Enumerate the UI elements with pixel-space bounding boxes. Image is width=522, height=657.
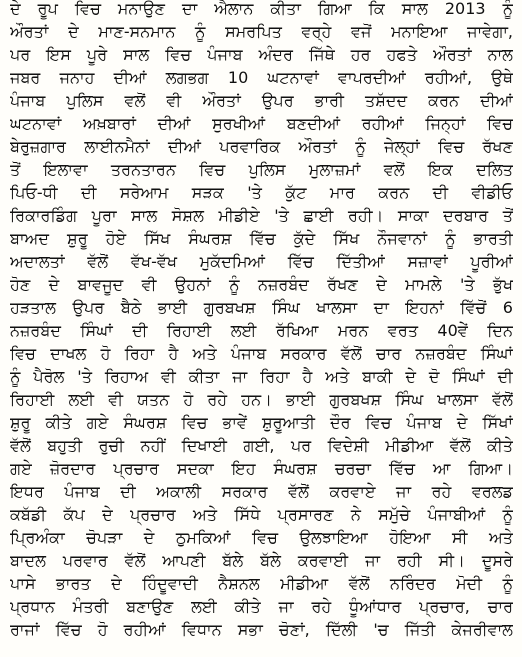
article-line: ਵੱਲੋਂ ਬਹੁਤੀ ਰੁਚੀ ਨਹੀਂ ਦਿਖਾਈ ਗਈ, ਪਰ ਵਿਦੇਸ਼ੀ ਮੀਡੀਆ ਵੱਲੋਂ ਕੀਤੇ	[10, 436, 513, 455]
article-line: ਕਬੱਡੀ ਕੱਪ ਦੇ ਪ੍ਰਚਾਰ ਅਤੇ ਸਿੱਧੇ ਪ੍ਰਸਾਰਣ ਨੇ ਸਮੁੱਚੇ ਪੰਜਾਬੀਆਂ ਨੂੰ	[10, 505, 513, 524]
article-line: ਬਾਦਲ ਪਰਵਾਰ ਵੱਲੋਂ ਆਪਣੀ ਬੱਲੇ ਬੱਲੇ ਕਰਵਾਈ ਜਾ ਰਹੀ ਸੀ। ਦੂਸਰੇ	[10, 551, 513, 570]
article-body	[10, 0, 513, 641]
article-line: ਪਾਸੇ ਭਾਰਤ ਦੇ ਹਿੰਦੂਵਾਦੀ ਨੈਸ਼ਨਲ ਮੀਡੀਆ ਵੱਲੋਂ ਨਰਿੰਦਰ ਮੋਦੀ ਨੂੰ	[10, 574, 513, 593]
article-line: ਤੋਂ ਇਲਾਵਾ ਤਰਨਤਾਰਨ ਵਿਚ ਪੁਲਿਸ ਮੁਲਾਜ਼ਮਾਂ ਵਲੋਂ ਇਕ ਦਲਿਤ	[10, 160, 513, 179]
article-line: ਔਰਤਾਂ ਦੇ ਮਾਣ-ਸਨਮਾਨ ਨੂੰ ਸਮਰਪਿਤ ਵਰ੍ਹੇ ਵਜੋਂ ਮਨਾਇਆ ਜਾਵੇਗਾ,	[10, 22, 513, 41]
article-line: ਪੰਜਾਬ ਪੁਲਿਸ ਵਲੋਂ ਵੀ ਔਰਤਾਂ ਉਪਰ ਭਾਰੀ ਤਸ਼ੱਦਦ ਕਰਨ ਦੀਆਂ	[10, 91, 513, 110]
article-line: ਰਿਕਾਰਡਿੰਗ ਪੂਰਾ ਸਾਲ ਸੋਸ਼ਲ ਮੀਡੀਏ 'ਤੇ ਛਾਈ ਰਹੀ। ਸਾਕਾ ਦਰਬਾਰ ਤੋਂ	[10, 206, 513, 225]
article-line: ਗਏ ਜ਼ੋਰਦਾਰ ਪ੍ਰਚਾਰ ਸਦਕਾ ਇਹ ਸੰਘਰਸ਼ ਚਰਚਾ ਵਿੱਚ ਆ ਗਿਆ।	[10, 459, 513, 478]
article-line: ਪ੍ਰਿਅੰਕਾ ਚੋਪੜਾ ਦੇ ਠੁਮਕਿਆਂ ਵਿਚ ਉਲਝਾਇਆ ਹੋਇਆ ਸੀ ਅਤੇ	[10, 528, 513, 547]
article-line: ਰਿਹਾਈ ਲਈ ਵੀ ਯਤਨ ਹੋ ਰਹੇ ਹਨ। ਭਾਈ ਗੁਰਬਖਸ਼ ਸਿੰਘ ਖਾਲਸਾ ਵੱਲੋਂ	[10, 390, 513, 409]
article-line: ਬਾਅਦ ਸ਼ੁਰੂ ਹੋਏ ਸਿੱਖ ਸੰਘਰਸ਼ ਵਿੱਚ ਕੁੱਦੇ ਸਿੱਖ ਨੌਜਵਾਨਾਂ ਨੂੰ ਭਾਰਤੀ	[10, 229, 513, 248]
article-line: ਨਜ਼ਰਬੰਦ ਸਿੰਘਾਂ ਦੀ ਰਿਹਾਈ ਲਈ ਰੱਖਿਆ ਮਰਨ ਵਰਤ 40ਵੇਂ ਦਿਨ	[10, 321, 513, 340]
article-line: ਇਧਰ ਪੰਜਾਬ ਦੀ ਅਕਾਲੀ ਸਰਕਾਰ ਵੱਲੋਂ ਕਰਵਾਏ ਜਾ ਰਹੇ ਵਰਲਡ	[10, 482, 513, 501]
article-line: ਅਦਾਲਤਾਂ ਵੱਲੋਂ ਵੱਖ-ਵੱਖ ਮੁਕੱਦਮਿਆਂ ਵਿੱਚ ਦਿੱਤੀਆਂ ਸਜ਼ਾਵਾਂ ਪੂਰੀਆਂ	[10, 252, 513, 271]
article-line: ਦੇ ਰੂਪ ਵਿਚ ਮਨਾਉਣ ਦਾ ਐਲਾਨ ਕੀਤਾ ਗਿਆ ਕਿ ਸਾਲ 2013 ਨੂੰ	[10, 0, 513, 18]
article-line: ਰਾਜਾਂ ਵਿੱਚ ਹੋ ਰਹੀਆਂ ਵਿਧਾਨ ਸਭਾ ਚੋਣਾਂ, ਦਿੱਲੀ 'ਚ ਜਿੱਤੀ ਕੇਜਰੀਵਾਲ	[10, 620, 513, 639]
article-line: ਸ਼ੁਰੂ ਕੀਤੇ ਗਏ ਸੰਘਰਸ਼ ਵਿਚ ਭਾਵੇਂ ਸ਼ੁਰੂਆਤੀ ਦੌਰ ਵਿਚ ਪੰਜਾਬ ਦੇ ਸਿੱਖਾਂ	[10, 413, 513, 432]
article-line: ਜਬਰ ਜਨਾਹ ਦੀਆਂ ਲਗਭਗ 10 ਘਟਨਾਵਾਂ ਵਾਪਰਦੀਆਂ ਰਹੀਆਂ, ਉਥੇ	[10, 68, 513, 87]
article-line: ਪਿਓ-ਧੀ ਦੀ ਸਰੇਆਮ ਸੜਕ 'ਤੇ ਕੁੱਟ ਮਾਰ ਕਰਨ ਦੀ ਵੀਡੀਓ	[10, 183, 513, 202]
article-line: ਪਰ ਇਸ ਪੂਰੇ ਸਾਲ ਵਿਚ ਪੰਜਾਬ ਅੰਦਰ ਜਿੱਥੇ ਹਰ ਹਫਤੇ ਔਰਤਾਂ ਨਾਲ	[10, 45, 513, 64]
article-line: ਹੜਤਾਲ ਉਪਰ ਬੈਠੇ ਭਾਈ ਗੁਰਬਖਸ਼ ਸਿੰਘ ਖਾਲਸਾ ਦਾ ਇਹਨਾਂ ਵਿੱਚੋਂ 6	[10, 298, 513, 317]
article-line: ਬੇਰੁਜ਼ਗਾਰ ਲਾਈਨਮੈਨਾਂ ਦੀਆਂ ਪਰਵਾਰਿਕ ਔਰਤਾਂ ਨੂੰ ਜੇਲ੍ਹਾਂ ਵਿਚ ਰੱਖਣ	[10, 137, 513, 156]
article-line: ਪ੍ਰਧਾਨ ਮੰਤਰੀ ਬਣਾਉਣ ਲਈ ਕੀਤੇ ਜਾ ਰਹੇ ਧੂੰਆਂਧਾਰ ਪ੍ਰਚਾਰ, ਚਾਰ	[10, 597, 513, 616]
article-line: ਹੋਣ ਦੇ ਬਾਵਜੂਦ ਵੀ ਉਹਨਾਂ ਨੂੰ ਨਜ਼ਰਬੰਦ ਰੱਖਣ ਦੇ ਮਾਮਲੇ 'ਤੇ ਭੁੱਖ	[10, 275, 513, 294]
article-line: ਵਿਚ ਦਾਖਲ ਹੋ ਰਿਹਾ ਹੈ ਅਤੇ ਪੰਜਾਬ ਸਰਕਾਰ ਵੱਲੋਂ ਚਾਰ ਨਜ਼ਰਬੰਦ ਸਿੰਘਾਂ	[10, 344, 513, 363]
article-line: ਨੂੰ ਪੈਰੋਲ 'ਤੇ ਰਿਹਾਅ ਵੀ ਕੀਤਾ ਜਾ ਰਿਹਾ ਹੈ ਅਤੇ ਬਾਕੀ ਦੇ ਦੋ ਸਿੰਘਾਂ ਦੀ	[10, 367, 513, 386]
article-line: ਘਟਨਾਵਾਂ ਅਖ਼ਬਾਰਾਂ ਦੀਆਂ ਸੁਰਖੀਆਂ ਬਣਦੀਆਂ ਰਹੀਆਂ ਜਿਨ੍ਹਾਂ ਵਿਚ	[10, 114, 513, 133]
